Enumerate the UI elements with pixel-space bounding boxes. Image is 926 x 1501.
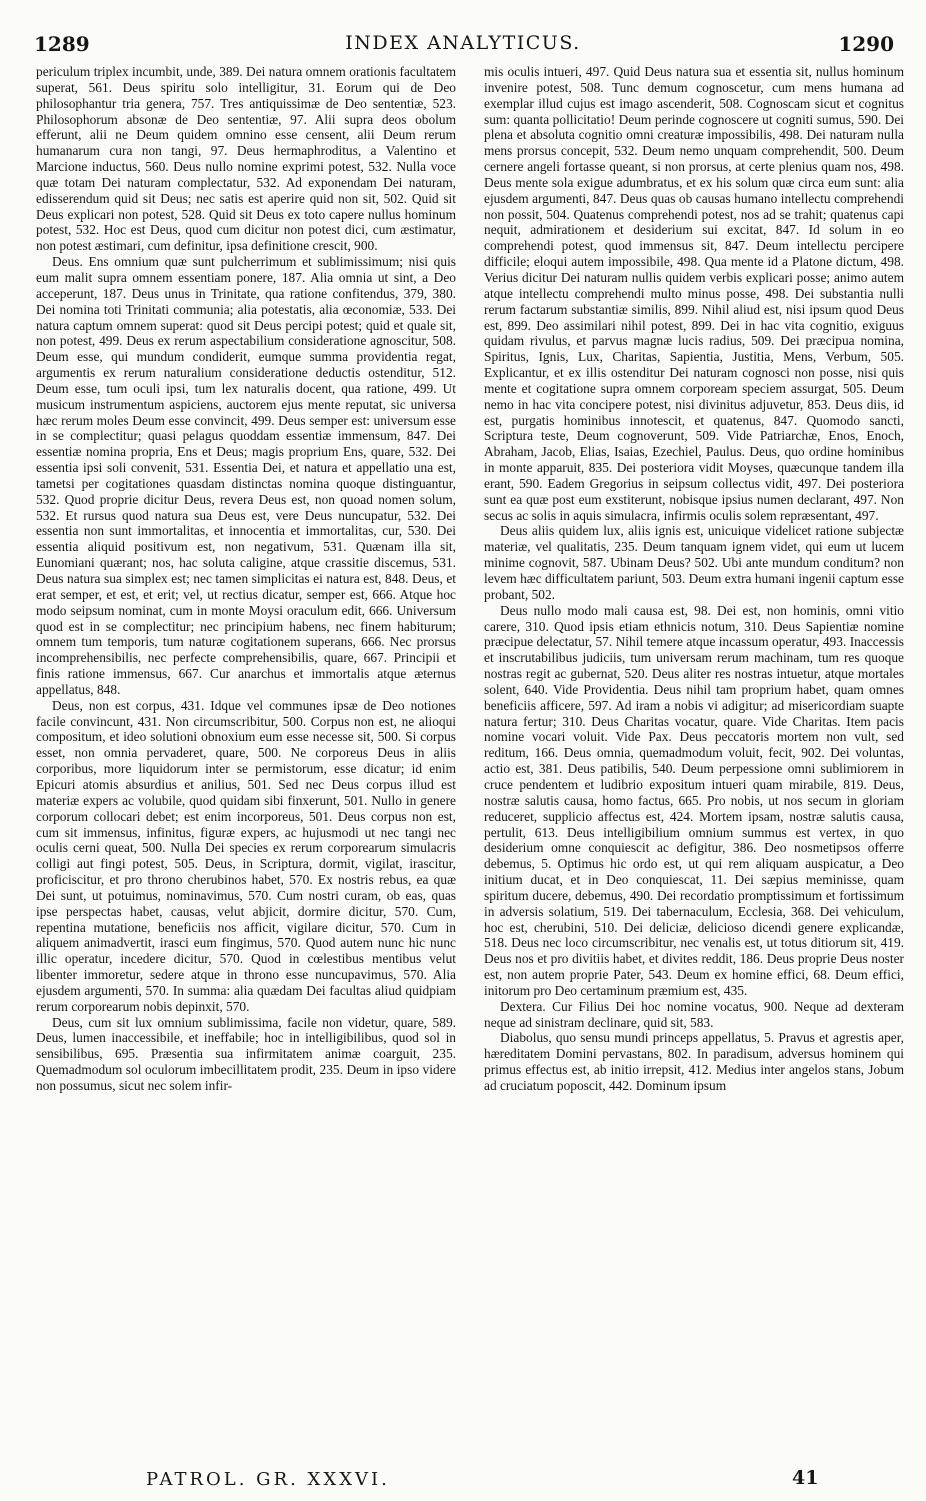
paragraph: Deus. Ens omnium quæ sunt pulcherrimum et sublimissimum; nisi quis eum malit supra omnem essentiam ponere, 187. Alia omnia ut sint, a Deo acceperunt, 187. Deus unus in Trinitate, qua ratione confitendus, 379, 380. Dei nomina toti Trinitati communia; alia potestatis, alia œconomiæ, 533. Dei natura captum omnem superat: quod sit Deus percipi potest; quid et quale sit, non potest, 499. Deus ex rerum aspectabilium consideratione agnoscitur, 508. Deum esse, qui mundum condiderit, eumque summa providentia regat, argumentis ex rerum naturalium consideratione deductis ostenditur, 512. Deum esse, tum oculi ipsi, tum lex naturalis docent, qua ratione, 499. Ut musicum instrumentum aspiciens, auctorem ejus mente reputat, sic universa hæc rerum moles Deum esse convincit, 499. Deus semper est: universum esse in se complectitur; quasi pelagus quoddam essentiæ immensum, 847. Dei essentiæ nomina propria, Ens et Deus; magis proprium Ens, quare, 532. Dei essentia ipsi soli convenit, 531. Essentia Dei, et natura et appellatio una est, tametsi per cogitationes quasdam distinctas nomina quoque distinguantur, 532. Quod proprie dicitur Deus, revera Deus est, non quoad nomen solum, 532. Et rursus quod natura sua Deus est, vere Deus nuncupatur, 532. Dei essentia non sunt immortalitas, et innocentia et immortalitas, cur, 530. Dei essentia aliquid positivum est, non negativum, 531. Quænam illa sit, Eunomiani quærant; nos, hac soluta caligine, atque crassitie discemus, 531. Deus natura sua simplex est; nec tamen simplicitas ei natura est, 848. Deus, et erat semper, et est, et erit; vel, ut rectius dicatur, semper est, 666. Atque hoc modo seipsum nominat, cum in monte Moysi oraculum edit, 666. Universum quod est in se complectitur; nec principium habens, nec finem habiturum; omnem tum temporis, tum naturæ cogitationem superans, 666. Nec prorsus incomprehensibilis, nec perfecte comprehensibilis, quare, 667. Principii et finis ratione immensus, 667. Cur anarchus et immortalis atque æternus appellatus, 848.	[36, 254, 456, 697]
paragraph: Deus aliis quidem lux, aliis ignis est, unicuique videlicet ratione subjectæ materiæ, vel qualitatis, 235. Deum tanquam ignem videt, qui eum ut lucem minime cognovit, 587. Ubinam Deus? 502. Ubi ante mundum conditum? non levem hæc difficultatem pariunt, 503. Deum extra humani ingenii captum esse probant, 502.	[484, 523, 904, 602]
paragraph: Deus, cum sit lux omnium sublimissima, facile non videtur, quare, 589. Deus, lumen inaccessibile, et ineffabile; hoc in intelligibilibus, quod sol in sensibilibus, 695. Præsentia sua infirmitatem animæ coarguit, 235. Quemadmodum sol oculorum imbecillitatem prodit, 235. Deum in ipso videre non possumus, sicut nec solem infir-	[36, 1014, 456, 1093]
paragraph: Dextera. Cur Filius Dei hoc nomine vocatus, 900. Neque ad dexteram neque ad sinistram declinare, quid sit, 583.	[484, 998, 904, 1030]
paragraph: mis oculis intueri, 497. Quid Deus natura sua et essentia sit, nullus hominum invenire potest, 508. Tunc demum cognoscetur, cum mens humana ad exemplar illud cujus est imago ascenderit, 508. Cognoscam sicut et cognitus sum: quanta pollicitatio! Deum perinde cognoscere ut cogniti sumus, 590. Dei plena et absoluta cognitio omni creaturæ impossibilis, 498. Dei naturam nulla mens prorsus concepit, 532. Deum nemo unquam comprehendit, 500. Deum cernere angeli fortasse queant, si non prorsus, at certe plenius quam nos, 498. Deus mente sola exigue adumbratus, et ex his solum quæ circa eum sunt: alia ejusdem argumenti, 847. Deus quas ob causas humano intellectu comprehendi non possit, 504. Quatenus comprehendi potest, nos ad se trahit; quatenus capi nequit, admirationem et desiderium sui excitat, 847. Id solum in eo comprehendi potest, quod immensus sit, 847. Deum intellectu percipere difficile; eloqui autem impossibile, 498. Qua mente id a Platone dictum, 498. Verius dicitur Dei naturam nullis quidem verbis explicari posse; animo autem atque intellectu comprehendi multo minus posse, 498. Dei substantia nulli rerum factarum substantiæ similis, 899. Nihil aliud est, nisi ipsum quod Deus est, 899. Deo assimilari nihil potest, 899. Dei in hac vita cognitio, exiguus quidam rivulus, et parvus magnæ lucis radius, 509. Dei præcipua nomina, Spiritus, Ignis, Lux, Charitas, Sapientia, Justitia, Mens, Verbum, 505. Explicantur, et ex illis ostenditur Dei naturam cognosci non posse, nisi quis mente et cogitatione supra omnem corpoream speciem assurgat, 505. Deum nemo in hac vita concipere potest, nisi divinitus adjuvetur, 853. Deus diis, id est, purgatis hominibus innotescit, et quatenus, 847. Quomodo sancti, Scriptura teste, Deum cognoverunt, 509. Vide Patriarchæ, Enos, Enoch, Abraham, Jacob, Elias, Isaias, Ezechiel, Paulus. Deus, quo ordine hominibus in monte apparuit, 835. Dei posteriora vidit Moyses, quæcunque tandem illa erant, 590. Eadem Gregorius in seipsum collectus vidit, 497. Dei posteriora sunt ea quæ post eum exstiterunt, nobisque ipsius numen declarant, 497. Non secus ac solis in aquis simulacra, infirmis oculis solem repræsentant, 497.	[484, 64, 904, 523]
paragraph: periculum triplex incumbit, unde, 389. Dei natura omnem orationis facultatem superat, 561. Deus spiritu solo intelligitur, 31. Eorum qui de Deo philosophantur tria genera, 757. Tres antiquissimæ de Deo sententiæ, 523. Philosophorum absonæ de Deo sententiæ, 97. Alii supra deos obolum efferunt, alii ne Deum quidem omnino esse censent, alii Deum rerum humanarum cura non tangi, 97. Deus hermaphroditus, a Valentino et Marcione inductus, 560. Deus nullo nomine exprimi potest, 532. Nulla voce quæ totam Dei naturam complectatur, 532. Ad exponendam Dei naturam, edisserendum quid sit Deus; nec satis est aperire quid non sit, 502. Quid sit Deus explicari non potest, 528. Quid sit Deus ex toto capere nullus hominum potest, 532. Hoc est Deus, quod cum dicitur non potest dici, cum æstimatur, non potest æstimari, cum definitur, ipsa definitione crescit, 900.	[36, 64, 456, 254]
paragraph: Diabolus, quo sensu mundi princeps appellatus, 5. Pravus et agrestis aper, hæreditatem Domini pervastans, 802. In paradisum, adversus hominem qui primus effectus est, ab initio irrepsit, 412. Medius inter angelos stans, Jobum ad cruciatum poposcit, 442. Dominum ipsum	[484, 1030, 904, 1093]
running-title: INDEX ANALYTICUS.	[345, 32, 581, 54]
paragraph: Deus, non est corpus, 431. Idque vel communes ipsæ de Deo notiones facile convincunt, 431. Non circumscribitur, 500. Corpus non est, ne alioqui compositum, et ideo solutioni obnoxium eum esse necesse sit, 500. Si corpus esset, non omnia pervaderet, quare, 500. Ne corporeus Deus in aliis corporibus, more liquidorum inter se permistorum, esse dicatur; id enim Epicuri atomis absurdius et anilius, 501. Sed nec Deus corpus illud est materiæ expers ac volubile, quod quidam sibi finxerunt, 501. Nullo in genere corporum collocari debet; est enim incorporeus, 501. Deus corpus non est, cum sit immensus, infinitus, figuræ expers, ac hujusmodi ut nec tangi nec oculis cerni queat, 500. Nulla Dei species ex rerum corporearum simulacris colligi aut fingi potest, 505. Deus, in Scriptura, dormit, vigilat, irascitur, proficiscitur, et pro throno cherubinos habet, 570. Ex nostris rebus, ea quæ Dei sunt, ut potuimus, nominavimus, 570. Cum nostri curam, ob eas, quas ipse perspectas habet, causas, velut abjicit, dormire dicitur, 570. Cum, repentina mutatione, beneficiis nos afficit, vigilare dicitur, 570. Cum in aliquem animadvertit, irasci eum fingimus, 570. Quod autem nunc hic nunc illic operatur, incedere dicitur, 570. Quod in cœlestibus mentibus velut libenter immoretur, sedere atque in throno esse nuncupavimus, 570. Alia ejusdem argumenti, 570. In summa: alia quædam Dei facultas aliud quidpiam rerum corporearum nobis depinxit, 570.	[36, 697, 456, 1014]
printer-signature: PATROL. GR. XXXVI.	[146, 1469, 390, 1490]
page-number-left: 1289	[34, 32, 90, 56]
paragraph: Deus nullo modo mali causa est, 98. Dei est, non hominis, omni vitio carere, 310. Quod ipsis etiam ethnicis notum, 310. Deus Sapientiæ nomine præcipue delectatur, 57. Nihil temere atque incassum operatur, 493. Inaccessis et inscrutabilibus judiciis, tum universam rerum machinam, tum res quoque nostras regit ac gubernat, 520. Deus aliter res nostras intuetur, atque mortales solent, 640. Vide Providentia. Deus nihil tam proprium habet, quam omnes beneficiis afficere, 597. Ad iram a nobis vi adigitur; ad misericordiam suapte natura fertur; 310. Deus Charitas vocatur, quare. Vide Charitas. Item pacis nomine vocari voluit. Vide Pax. Deus peccatoris mortem non vult, sed reditum, 166. Deus omnia, quemadmodum voluit, fecit, 902. Dei voluntas, actio est, 381. Deus patibilis, 540. Deum perpessione omni sublimiorem in cruce pendentem et ludibrio expositum intueri quam mirabile, 819. Deus, nostræ salutis causa, homo factus, 665. Pro nobis, ut nos secum in gloriam reduceret, supplicio affectus est, 424. Mortem ipsam, nostræ salutis causa, pertulit, 613. Deus intelligibilium omnium summus est vertex, in quo desiderium omne conquiescit ac defigitur, 386. Deo nosmetipsos offerre debemus, 5. Optimus hic ordo est, ut qui rem aliquam auspicatur, a Deo initium ducat, et in Deo conquiescat, 11. Dei sæpius meminisse, quam spiritum ducere, debemus, 490. Dei recordatio promptissimum et fortissimum in adversis solatium, 519. Dei tabernaculum, Ecclesia, 368. Dei vehiculum, hoc est, cherubini, 510. Dei deliciæ, delicioso dicendi genere explicandæ, 518. Deus nec loco circumscribitur, nec venalis est, ut totus ditiorum sit, 419. Deus nos et pro divitiis habet, et divites reddit, 186. Deus proprie Deus noster est, non autem proprie Pater, 543. Deum ex homine effici, 68. Deum effici, initorum pro Deo certaminum præmium est, 435.	[484, 602, 904, 998]
sheet-number: 41	[792, 1467, 819, 1489]
page-number-right: 1290	[838, 32, 894, 56]
right-column	[484, 64, 904, 1464]
left-column	[36, 64, 456, 1464]
